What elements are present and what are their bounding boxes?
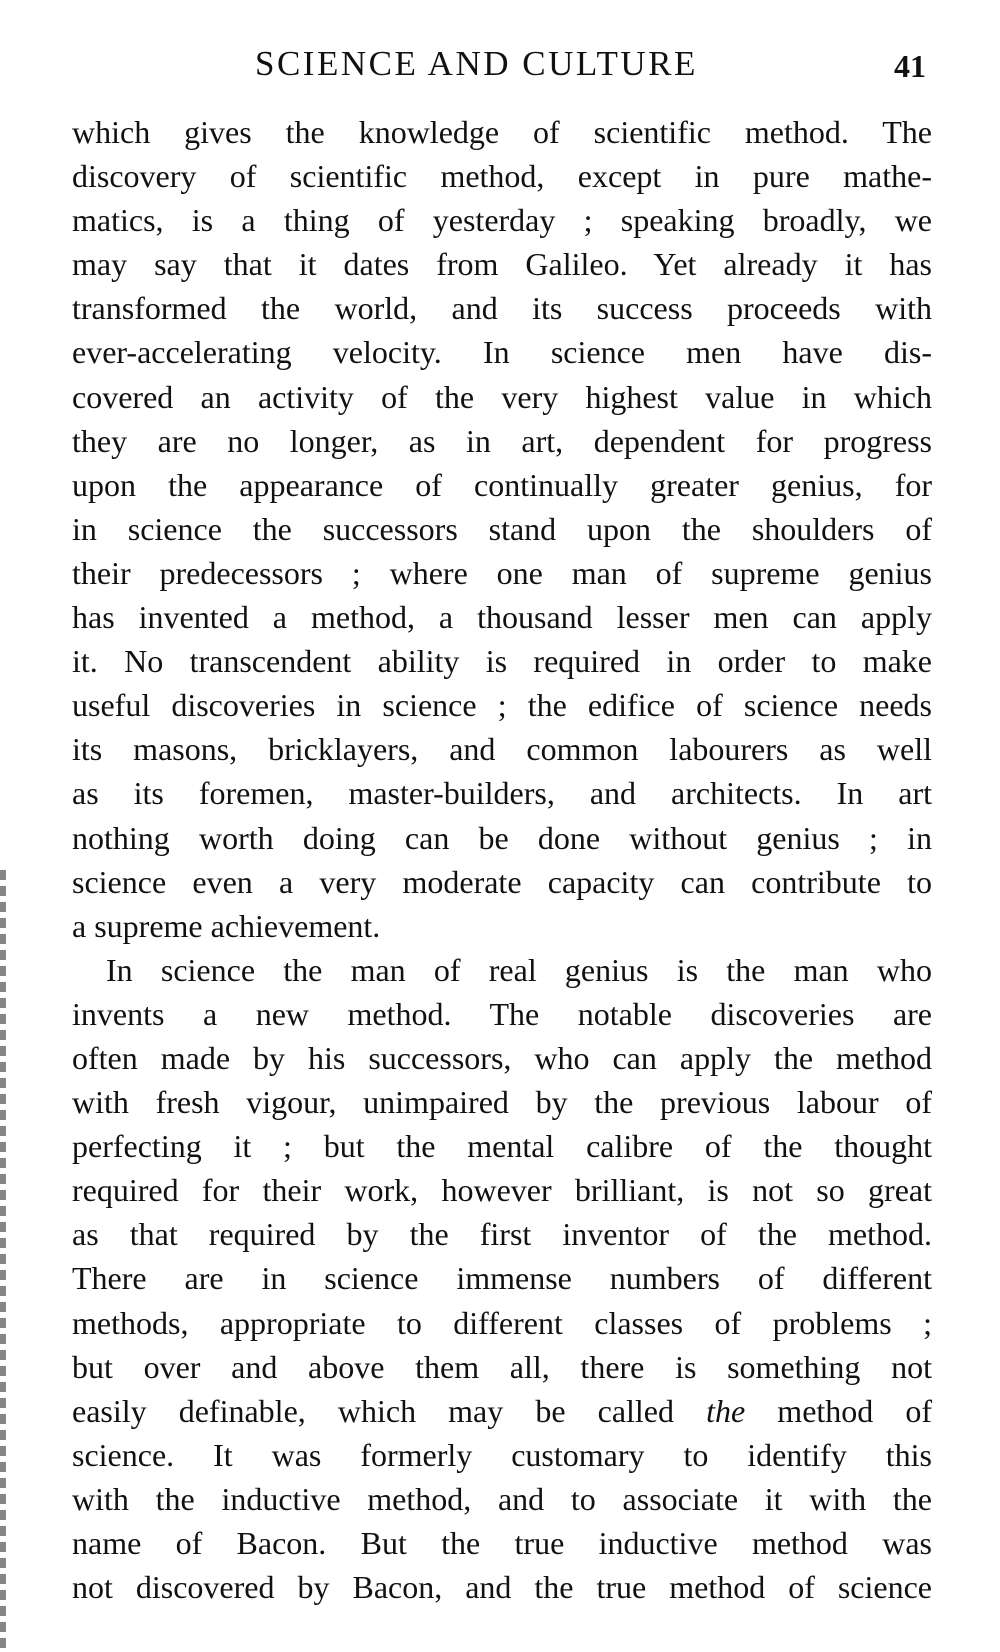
text-line: There are in science immense numbers of different [72,1260,932,1297]
running-head [0,44,1000,94]
text-line: upon the appearance of continually greater genius, for [72,466,932,503]
paragraph-2 [72,948,932,1609]
text-line: perfecting it ; but the mental calibre of the thought [72,1128,932,1165]
text-line: required for their work, however brilliant, is not so great [72,1172,932,1209]
text-line: science even a very moderate capacity can contribute to [72,863,932,900]
text-line: as its foremen, master-builders, and architects. In art [72,775,932,812]
running-title: SCIENCE AND CULTURE [255,44,698,83]
text-line: ever-accelerating velocity. In science men have dis- [72,334,932,371]
text-line: not discovered by Bacon, and the true method of science [72,1569,932,1606]
paragraph-1 [72,110,932,948]
text-line: transformed the world, and its success proceeds with [72,290,932,327]
text-line: a supreme achievement. [72,907,381,944]
text-line: with the inductive method, and to associate it with the [72,1480,932,1517]
text-line: discovery of scientific method, except in pure mathe- [72,158,932,195]
text-line: matics, is a thing of yesterday ; speaking broadly, we [72,202,932,239]
text-line: its masons, bricklayers, and common labourers as well [72,731,932,768]
text-line: often made by his successors, who can apply the method [72,1039,932,1076]
text-line: methods, appropriate to different classes of problems ; [72,1304,932,1341]
text-line: science. It was formerly customary to identify this [72,1436,932,1473]
text-line: which gives the knowledge of scientific method. The [72,114,932,150]
text-line-with-italic [72,1389,932,1433]
text-line: it. No transcendent ability is required in order to make [72,643,932,680]
text-line: as that required by the first inventor of the method. [72,1216,932,1253]
text-line: with fresh vigour, unimpaired by the previous labour of [72,1084,932,1121]
text-line: useful discoveries in science ; the edifice of science needs [72,687,932,724]
italic-word: the [706,1392,746,1429]
page-number: 41 [894,48,926,84]
text-line: in science the successors stand upon the shoulders of [72,510,932,547]
text-line: name of Bacon. But the true inductive method was [72,1525,932,1561]
text-line: but over and above them all, there is something not [72,1348,932,1385]
body-text [72,110,932,1609]
text-line: invents a new method. The notable discoveries are [72,995,932,1032]
binding-edge [0,870,6,1652]
text-line: they are no longer, as in art, dependent for progress [72,422,932,459]
text-line: covered an activity of the very highest value in which [72,378,932,415]
text-line: has invented a method, a thousand lesser men can apply [72,599,932,636]
text-line: may say that it dates from Galileo. Yet already it has [72,246,932,283]
text-line: In science the man of real genius is the man who [106,951,932,988]
text-line: their predecessors ; where one man of supreme genius [72,554,932,591]
text-segment: easily definable, which may be called [72,1392,675,1429]
text-line: nothing worth doing can be done without genius ; in [72,819,932,856]
text-segment: method of [777,1392,933,1429]
